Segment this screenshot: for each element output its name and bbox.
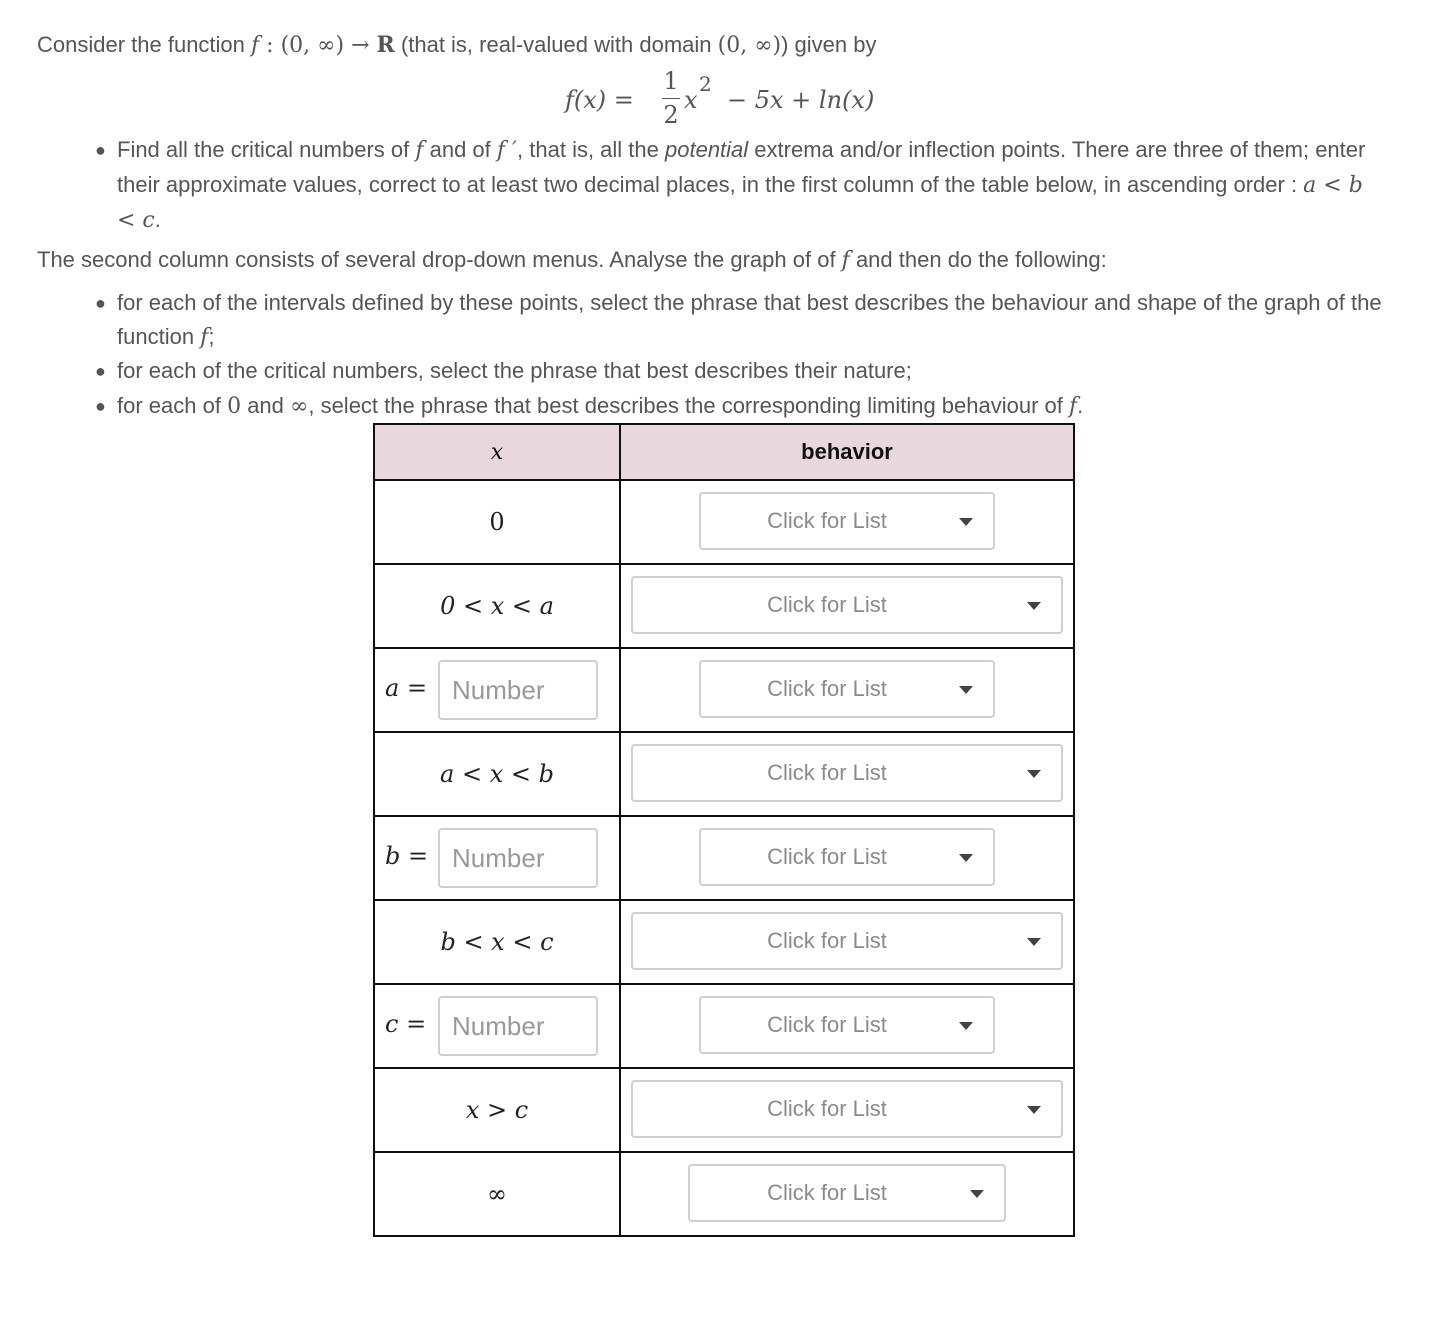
formula-numerator: 1 xyxy=(663,67,679,95)
caret-down-icon xyxy=(1027,938,1041,946)
row-x-infinity: ∞ xyxy=(487,1179,507,1208)
number-input-c[interactable] xyxy=(438,996,598,1056)
b2-f: f xyxy=(200,325,209,350)
formula-rest: − 5x + ln(x) xyxy=(727,86,875,114)
intro-colon: : xyxy=(259,33,281,58)
table-row xyxy=(374,1068,1074,1152)
caret-down-icon xyxy=(1027,1106,1041,1114)
behavior-select[interactable] xyxy=(631,744,1063,802)
b4-text-1: for each of xyxy=(117,393,228,418)
number-input-a[interactable] xyxy=(438,660,598,720)
row-x-interval: a < x < b xyxy=(440,759,554,788)
behavior-select[interactable] xyxy=(631,1080,1063,1138)
table-row xyxy=(374,816,1074,900)
b1-text-5: . xyxy=(154,207,161,232)
number-label-a: a = xyxy=(385,674,428,702)
behavior-select[interactable] xyxy=(631,576,1063,634)
select-label: Click for List xyxy=(767,760,887,785)
intro-reals: R xyxy=(376,32,395,58)
select-label: Click for List xyxy=(767,676,887,701)
b1-text-3: , that is, all the xyxy=(517,137,665,162)
row-x-value: 0 xyxy=(489,507,505,536)
number-label-b: b = xyxy=(385,842,429,870)
caret-down-icon xyxy=(959,518,973,526)
formula-fraction xyxy=(662,66,680,129)
intro-tail: ) given by xyxy=(781,32,877,57)
number-input-b[interactable] xyxy=(438,828,598,888)
select-label: Click for List xyxy=(767,1012,887,1037)
table-row xyxy=(374,648,1074,732)
intro-domain: (0, ∞) xyxy=(280,33,345,58)
behavior-select[interactable] xyxy=(699,660,995,718)
select-label: Click for List xyxy=(767,928,887,953)
b1-text-4: extrema and/or inflection points. There are three of them; enter their approximate values, correct to at least two decimal places, in the first column of the table below, in ascending order : xyxy=(117,137,1366,197)
b1-text-2: and of xyxy=(423,137,497,162)
header-x xyxy=(374,424,620,480)
select-label: Click for List xyxy=(767,1096,887,1121)
row-x-interval: b < x < c xyxy=(440,927,554,956)
bullet-dot: ● xyxy=(95,361,106,381)
formula-exponent: 2 xyxy=(699,72,712,96)
bullet-dot: ● xyxy=(95,293,106,313)
b4-zero: 0 xyxy=(227,394,242,419)
select-label: Click for List xyxy=(767,1180,887,1205)
table-header-row xyxy=(374,424,1074,480)
b4-end: . xyxy=(1077,393,1084,418)
table-row xyxy=(374,732,1074,816)
select-label: Click for List xyxy=(767,844,887,869)
behavior-select[interactable] xyxy=(699,996,995,1054)
b4-infinity: ∞ xyxy=(290,394,309,419)
function-formula xyxy=(565,66,895,136)
intro-text xyxy=(37,28,877,63)
row-x-interval: x > c xyxy=(465,1095,529,1124)
intro-arrow: → xyxy=(344,33,377,58)
p2-text-2: and then do the following: xyxy=(849,247,1107,272)
table-row xyxy=(374,984,1074,1068)
header-x-label: x xyxy=(490,440,504,465)
behavior-table xyxy=(373,423,1075,1237)
behavior-select[interactable] xyxy=(699,828,995,886)
b2-text: for each of the intervals defined by these points, select the phrase that best describes the behaviour and shape of the graph of the function xyxy=(117,290,1382,349)
b2-end: ; xyxy=(208,324,215,349)
b1-fprime: f ′ xyxy=(496,138,518,163)
fraction-bar xyxy=(662,98,680,99)
behavior-select[interactable] xyxy=(699,492,995,550)
p2-f: f xyxy=(841,248,850,273)
intro-mid: (that is, real-valued with domain xyxy=(394,32,718,57)
b1-text-1: Find all the critical numbers of xyxy=(117,137,416,162)
intro-lead: Consider the function xyxy=(37,32,252,57)
formula-lhs: f(x) = xyxy=(565,86,634,114)
bullet-dot: ● xyxy=(95,396,106,416)
caret-down-icon xyxy=(1027,602,1041,610)
caret-down-icon xyxy=(959,854,973,862)
select-label: Click for List xyxy=(767,592,887,617)
caret-down-icon xyxy=(959,686,973,694)
b1-order: a < b < c xyxy=(117,173,1363,233)
header-behavior xyxy=(620,424,1074,480)
b4-and: and xyxy=(241,393,291,418)
bullet-dot: ● xyxy=(95,140,106,160)
table-row xyxy=(374,900,1074,984)
table-row xyxy=(374,1152,1074,1236)
second-column-text xyxy=(37,243,1107,278)
caret-down-icon xyxy=(970,1190,984,1198)
b3-text: for each of the critical numbers, select the phrase that best describes their nature; xyxy=(117,358,912,383)
b4-f: f xyxy=(1069,394,1078,419)
b1-f: f xyxy=(415,138,424,163)
intro-f: f xyxy=(251,33,260,58)
header-behavior-label: behavior xyxy=(801,439,893,464)
caret-down-icon xyxy=(959,1022,973,1030)
p2-text-1: The second column consists of several drop-down menus. Analyse the graph of of xyxy=(37,247,842,272)
intro-domain2: (0, ∞) xyxy=(717,33,782,58)
b1-potential: potential xyxy=(665,137,749,162)
formula-denominator: 2 xyxy=(663,101,679,129)
row-x-interval: 0 < x < a xyxy=(440,591,554,620)
number-label-c: c = xyxy=(385,1010,427,1038)
caret-down-icon xyxy=(1027,770,1041,778)
b4-text-2: , select the phrase that best describes the corresponding limiting behaviour of xyxy=(308,393,1069,418)
formula-x: x xyxy=(684,86,698,114)
table-row xyxy=(374,480,1074,564)
behavior-select[interactable] xyxy=(631,912,1063,970)
select-label: Click for List xyxy=(767,508,887,533)
behavior-select[interactable] xyxy=(688,1164,1006,1222)
table-row xyxy=(374,564,1074,648)
